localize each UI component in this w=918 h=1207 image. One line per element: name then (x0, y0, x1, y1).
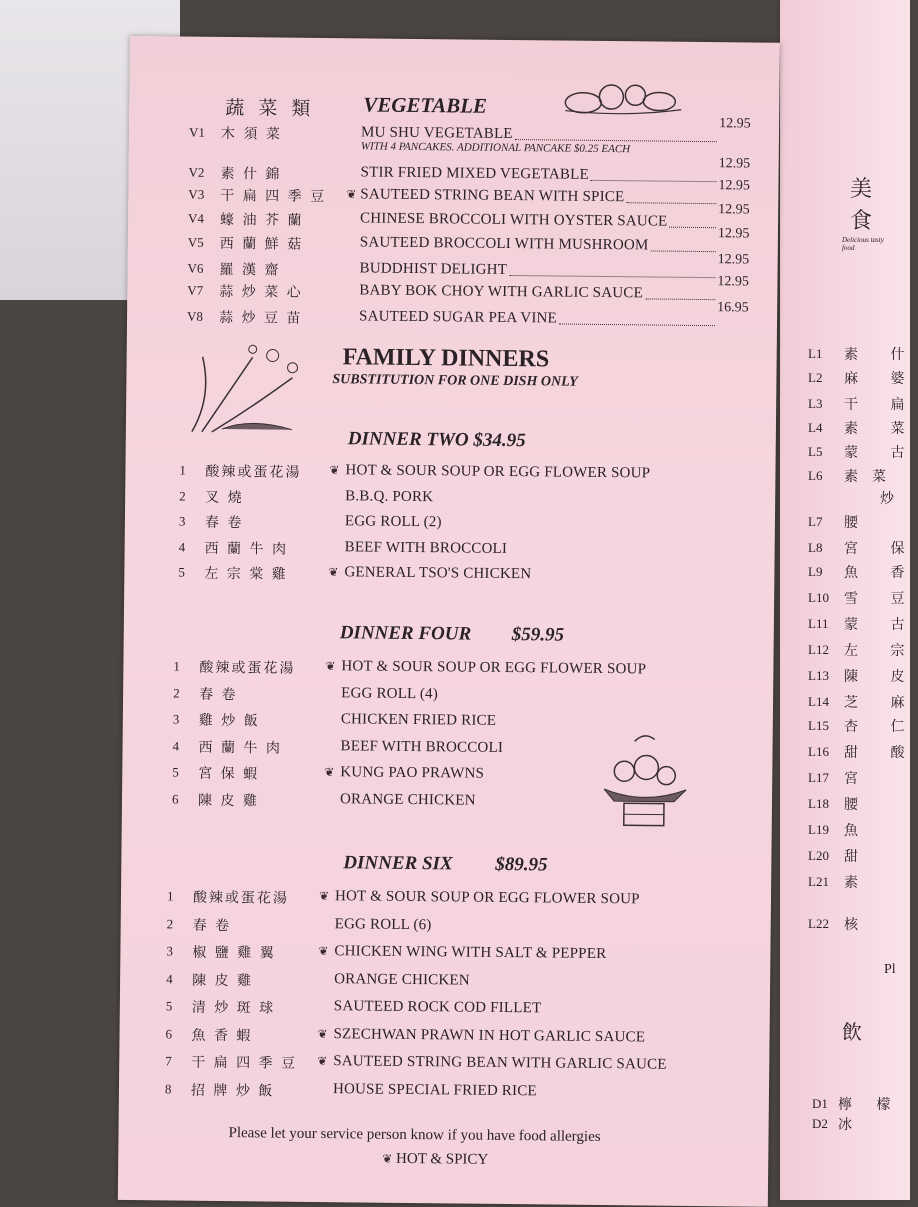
item-number: 4 (179, 539, 186, 555)
leader-dots (591, 180, 717, 182)
item-name: GENERAL TSO'S CHICKEN (344, 564, 531, 583)
item-name-cn: 羅 漢 齋 (219, 259, 280, 280)
item-name-cn: 招 牌 炒 飯 (191, 1079, 321, 1100)
item-name: SAUTEED STRING BEAN WITH GARLIC SAUCE (333, 1053, 667, 1073)
vegetable-list (130, 36, 780, 43)
family-dinners-subtitle: SUBSTITUTION FOR ONE DISH ONLY (332, 372, 577, 391)
item-name: KUNG PAO PRAWNS (340, 764, 484, 783)
leader-dots (651, 250, 716, 252)
vegetables-illustration-icon (553, 76, 693, 117)
leader-dots (510, 275, 716, 278)
item-number: 1 (167, 888, 174, 904)
pepper-icon: ❦ (317, 1054, 327, 1069)
logo-caption: Delicious tasty food (842, 236, 892, 252)
dinner-six-title: DINNER SIX (343, 852, 453, 875)
pepper-icon: ❦ (318, 944, 328, 959)
item-number: 4 (166, 971, 173, 987)
item-name-cn: 宮 保 蝦 (198, 763, 328, 784)
right-item-name-cn: 素 (844, 872, 872, 892)
item-code: V6 (187, 261, 203, 277)
logo-char-1: 美 (850, 172, 872, 203)
item-name: STIR FRIED MIXED VEGETABLE (360, 164, 588, 183)
right-item-name-cn: 陳 皮 (844, 666, 918, 686)
right-item-name-cn: 魚 香 (844, 562, 918, 582)
item-name-cn: 西 蘭 牛 肉 (198, 736, 328, 757)
item-name-cn: 酸辣或蛋花湯 (205, 461, 335, 482)
item-code: V5 (188, 235, 204, 251)
fruit-bowl-illustration-icon (594, 731, 695, 842)
item-name: HOT & SOUR SOUP OR EGG FLOWER SOUP (335, 888, 640, 908)
orchid-illustration-icon (182, 337, 323, 438)
item-name-cn: 清 炒 斑 球 (192, 997, 322, 1018)
item-price: 12.95 (718, 252, 750, 268)
right-item-code: L13 (808, 668, 829, 684)
item-number: 2 (167, 916, 174, 932)
item-name-cn: 西 蘭 牛 肉 (205, 537, 335, 558)
family-dinners-title: FAMILY DINNERS (343, 344, 550, 373)
right-item-code: L10 (808, 590, 829, 606)
item-name: EGG ROLL (4) (341, 685, 438, 703)
spicy-legend (382, 1151, 488, 1169)
allergy-note: Please let your service person know if you have food allergies (228, 1125, 600, 1146)
leader-dots (645, 298, 715, 300)
right-item-code: L1 (808, 346, 822, 362)
dinner-two-list (130, 36, 780, 43)
right-item-code: L16 (808, 744, 829, 760)
item-number: 5 (166, 998, 173, 1014)
item-number: 6 (172, 791, 179, 807)
item-number: 3 (166, 943, 173, 959)
item-name-cn: 酸辣或蛋花湯 (193, 887, 323, 908)
right-item-name-cn: 蒙 古 (844, 442, 918, 462)
dinner-six-price: $89.95 (495, 854, 547, 877)
right-item-code: L18 (808, 796, 829, 812)
pepper-icon: ❦ (319, 889, 329, 904)
right-item-code: L11 (808, 616, 828, 632)
drink-code: D1 (812, 1096, 828, 1112)
pepper-icon: ❦ (325, 659, 335, 674)
pepper-icon: ❦ (329, 463, 339, 478)
item-name-cn: 蒜 炒 菜 心 (219, 281, 303, 302)
item-name-cn: 椒 鹽 雞 翼 (192, 942, 322, 963)
l6-extra-char: 炒 (880, 488, 894, 508)
item-name-cn: 陳 皮 雞 (198, 789, 328, 810)
item-number: 3 (179, 514, 186, 530)
right-item-code: L12 (808, 642, 829, 658)
item-name: BUDDHIST DELIGHT (359, 260, 507, 279)
item-number: 6 (165, 1026, 172, 1042)
item-number: 1 (179, 463, 186, 479)
vegetable-heading: VEGETABLE (363, 92, 487, 118)
item-name: SAUTEED BROCCOLI WITH MUSHROOM (360, 234, 649, 254)
item-name: HOUSE SPECIAL FRIED RICE (333, 1081, 537, 1100)
right-item-code: L17 (808, 770, 829, 786)
item-number: 5 (178, 565, 185, 581)
right-partial-text: Pl (884, 962, 896, 978)
right-item-name-cn: 杏 仁 (844, 716, 918, 736)
item-code: V2 (188, 165, 204, 181)
pepper-icon: ❦ (382, 1152, 392, 1166)
item-number: 8 (165, 1081, 172, 1097)
right-item-name-cn: 素 菜 (844, 418, 918, 438)
item-name: HOT & SOUR SOUP OR EGG FLOWER SOUP (345, 462, 650, 482)
right-menu-page (780, 0, 910, 1200)
item-name-cn: 春 卷 (193, 914, 323, 935)
pepper-icon: ❦ (317, 1027, 327, 1042)
right-item-code: L15 (808, 718, 829, 734)
right-item-name-cn: 素 什 (844, 344, 918, 364)
item-name: SZECHWAN PRAWN IN HOT GARLIC SAUCE (333, 1026, 645, 1046)
item-code: V1 (189, 125, 205, 141)
item-note: WITH 4 PANCAKES. ADDITIONAL PANCAKE $0.25 EACH (361, 140, 691, 155)
right-item-name-cn: 宮 保 (844, 538, 918, 558)
item-code: V3 (188, 187, 204, 203)
right-item-name-cn: 核 (844, 914, 872, 934)
right-item-name-cn: 素菜 (844, 466, 900, 486)
item-name: BEEF WITH BROCCOLI (340, 738, 503, 757)
right-item-code: L21 (808, 874, 829, 890)
right-item-code: L8 (808, 540, 822, 556)
item-number: 3 (173, 711, 180, 727)
drinks-heading-cn: 飲 (842, 1016, 862, 1045)
right-item-name-cn: 魚 (844, 820, 872, 840)
right-item-name-cn: 腰 (844, 512, 872, 532)
right-item-code: L2 (808, 370, 822, 386)
item-name-cn: 干 扁 四 季 豆 (220, 185, 326, 206)
dinner-six-list (130, 36, 780, 43)
dinner-four-list (130, 36, 780, 43)
right-item-name-cn: 左 宗 (844, 640, 918, 660)
item-name: B.B.Q. PORK (345, 488, 433, 506)
item-name-cn: 春 卷 (199, 683, 329, 704)
dinner-two-title: DINNER TWO $34.95 (348, 428, 526, 452)
item-price: 12.95 (719, 116, 751, 132)
item-name: EGG ROLL (2) (345, 513, 442, 531)
right-item-name-cn: 干 扁 (844, 394, 918, 414)
right-item-code: L20 (808, 848, 829, 864)
pepper-icon: ❦ (346, 187, 356, 202)
item-number: 2 (173, 685, 180, 701)
item-number: 2 (179, 488, 186, 504)
item-name-cn: 魚 香 蝦 (191, 1024, 321, 1045)
item-price: 16.95 (717, 300, 749, 316)
vegetable-heading-cn: 蔬 菜 類 (225, 93, 314, 121)
pepper-icon: ❦ (328, 565, 338, 580)
item-name-cn: 陳 皮 雞 (192, 969, 322, 990)
item-name-cn: 西 蘭 鮮 菇 (220, 233, 304, 254)
item-number: 7 (165, 1053, 172, 1069)
right-item-name-cn: 宮 (844, 768, 872, 788)
right-item-name-cn: 雪 豆 (844, 588, 918, 608)
leader-dots (626, 202, 716, 204)
item-name-cn: 春 卷 (205, 512, 335, 533)
item-name: BEEF WITH BROCCOLI (345, 539, 508, 558)
item-name: MU SHU VEGETABLE (361, 124, 513, 143)
drink-code: D2 (812, 1116, 828, 1132)
right-item-code: L9 (808, 564, 822, 580)
logo-char-2: 食 (850, 204, 872, 235)
item-price: 12.95 (718, 226, 750, 242)
item-price: 12.95 (717, 274, 749, 290)
item-name: ORANGE CHICKEN (334, 971, 470, 989)
right-item-code: L3 (808, 396, 822, 412)
item-name: SAUTEED STRING BEAN WITH SPICE (360, 186, 624, 206)
right-item-code: L19 (808, 822, 829, 838)
leader-dots (559, 324, 715, 327)
item-name-cn: 木 須 菜 (221, 123, 282, 144)
dinner-four-price: $59.95 (512, 624, 564, 647)
leader-dots (669, 227, 716, 228)
item-name: SAUTEED SUGAR PEA VINE (359, 308, 557, 327)
right-item-code: L4 (808, 420, 822, 436)
item-name-cn: 雞 炒 飯 (199, 710, 329, 731)
dinner-four-title: DINNER FOUR (340, 622, 472, 645)
drink-name-cn: 檸 檬 (838, 1094, 900, 1114)
item-name: ORANGE CHICKEN (340, 791, 476, 809)
item-name: EGG ROLL (6) (335, 916, 432, 934)
item-name-cn: 左 宗 棠 雞 (204, 563, 334, 584)
right-item-name-cn: 甜 (844, 846, 872, 866)
item-code: V4 (188, 211, 204, 227)
right-item-name-cn: 甜 酸 (844, 742, 918, 762)
right-item-code: L7 (808, 514, 822, 530)
item-name-cn: 蠔 油 芥 蘭 (220, 209, 304, 230)
item-code: V7 (187, 283, 203, 299)
item-name: CHICKEN FRIED RICE (341, 711, 496, 730)
item-number: 5 (172, 764, 179, 780)
item-name-cn: 素 什 錦 (220, 163, 281, 184)
spicy-legend-label: HOT & SPICY (396, 1151, 488, 1168)
main-menu-page (118, 36, 780, 1207)
item-number: 1 (173, 658, 180, 674)
item-name-cn: 蒜 炒 豆 苗 (219, 307, 303, 328)
item-name-cn: 叉 燒 (205, 486, 335, 507)
item-name: CHINESE BROCCOLI WITH OYSTER SAUCE (360, 210, 668, 230)
drink-name-cn: 冰 (838, 1114, 862, 1134)
item-price: 12.95 (719, 156, 751, 172)
right-item-code: L14 (808, 694, 829, 710)
item-price: 12.95 (718, 202, 750, 218)
right-item-code: L22 (808, 916, 829, 932)
right-item-name-cn: 腰 (844, 794, 872, 814)
item-name: SAUTEED ROCK COD FILLET (334, 998, 542, 1017)
right-item-name-cn: 麻 婆 (844, 368, 918, 388)
pepper-icon: ❦ (324, 765, 334, 780)
item-name-cn: 酸辣或蛋花湯 (199, 657, 329, 678)
item-name: CHICKEN WING WITH SALT & PEPPER (334, 943, 606, 963)
item-price: 12.95 (718, 178, 750, 194)
item-name: HOT & SOUR SOUP OR EGG FLOWER SOUP (341, 658, 646, 678)
item-name: BABY BOK CHOY WITH GARLIC SAUCE (359, 282, 643, 302)
right-item-code: L6 (808, 468, 822, 484)
item-name-cn: 干 扁 四 季 豆 (191, 1052, 321, 1073)
right-item-code: L5 (808, 444, 822, 460)
item-code: V8 (187, 309, 203, 325)
item-number: 4 (172, 738, 179, 754)
right-item-name-cn: 芝 麻 (844, 692, 918, 712)
right-item-name-cn: 蒙 古 (844, 614, 918, 634)
